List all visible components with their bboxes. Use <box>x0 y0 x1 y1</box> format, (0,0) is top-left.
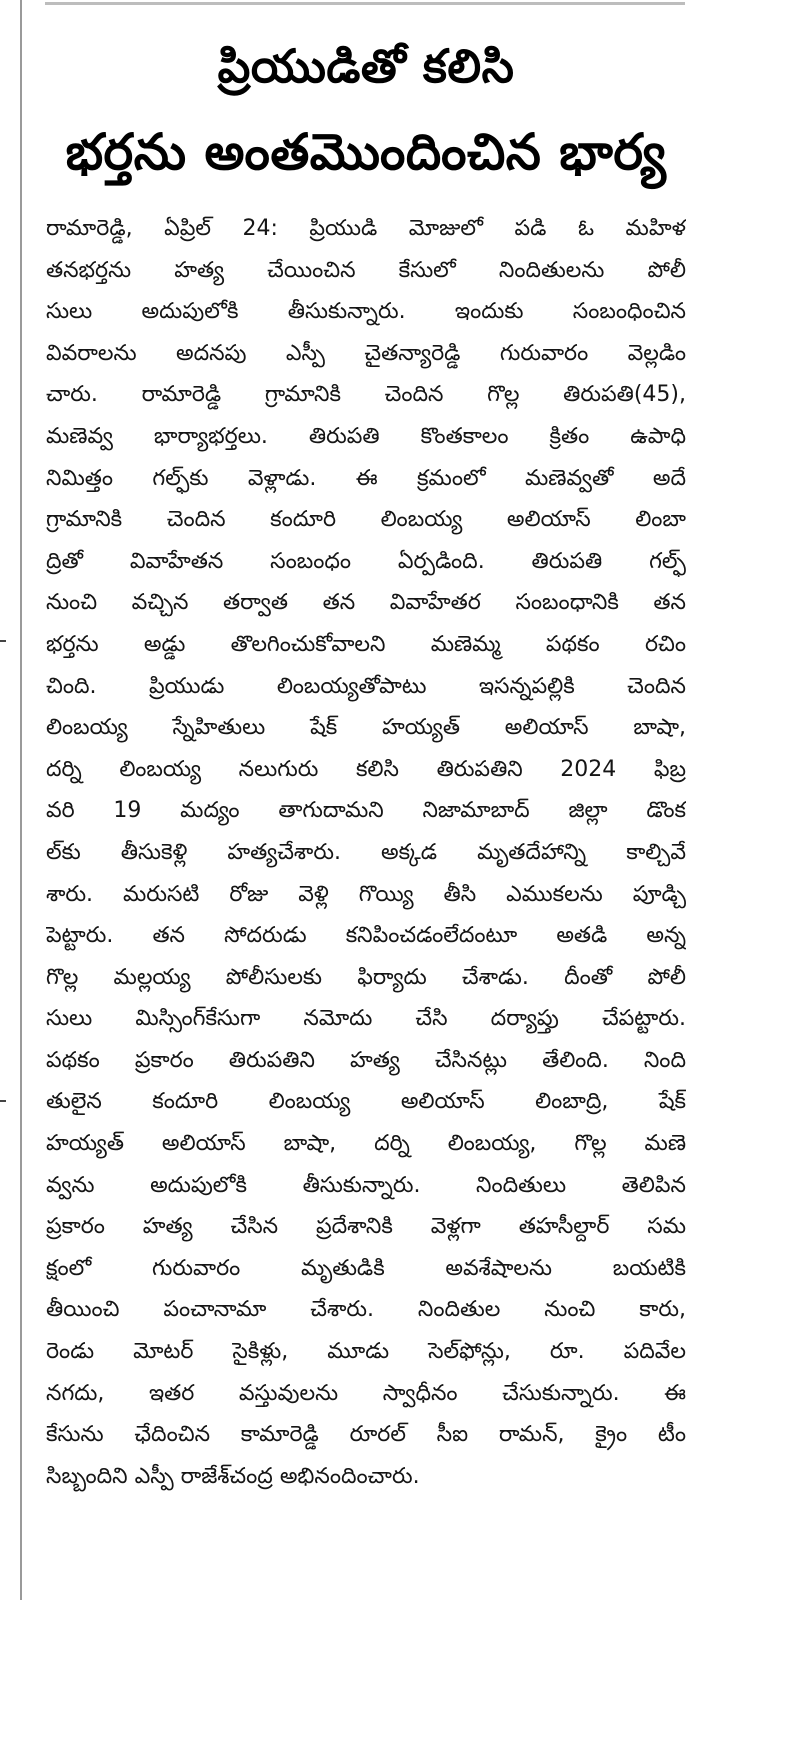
headline-line-2: భర్తను అంతమొందించిన భార్య <box>65 123 667 181</box>
headline <box>46 30 686 194</box>
article-body-line: సులు మిస్సింగ్‌కేసుగా నమోదు చేసి దర్యాప్తు చేపట్టారు. <box>46 1006 686 1032</box>
news-article <box>46 30 686 1497</box>
article-body-line: లింబయ్య స్నేహితులు షేక్ హయ్యత్ అలియాస్ బాషా, <box>46 715 686 741</box>
article-body-line: రామారెడ్డి, ఏప్రిల్ 24: ప్రియుడి మోజులో పడి ఓ మహిళ <box>46 216 686 241</box>
article-body-line: వివరాలను అదనపు ఎస్పీ చైతన్యారెడ్డి గురువారం వెల్లడిం <box>46 340 686 366</box>
article-body-line: నిమిత్తం గల్ఫ్‌కు వెళ్లాడు. ఈ క్రమంలో మణెవ్వతో అదే <box>46 465 686 491</box>
column-divider <box>20 0 22 1600</box>
article-body-line: హయ్యత్ అలియాస్ బాషా, దర్ని లింబయ్య, గొల్ల మణె <box>46 1131 686 1157</box>
article-body-line: చారు. రామారెడ్డి గ్రామానికి చెందిన గొల్ల తిరుపతి(45), <box>46 382 686 408</box>
article-body-line: చింది. ప్రియుడు లింబయ్యతోపాటు ఇసన్నపల్లికి చెందిన <box>46 673 686 699</box>
article-body-line: తనభర్తను హత్య చేయించిన కేసులో నిందితులను పోలీ <box>46 257 686 283</box>
article-body-line: సిబ్బందిని ఎస్పీ రాజేశ్‌చంద్ర అభినందించారు. <box>46 1463 420 1489</box>
article-body-line: గొల్ల మల్లయ్య పోలీసులకు ఫిర్యాదు చేశాడు. దీంతో పోలీ <box>46 964 686 990</box>
article-body-line: పథకం ప్రకారం తిరుపతిని హత్య చేసినట్లు తేలింది. నింది <box>46 1047 686 1073</box>
article-body-line: నుంచి వచ్చిన తర్వాత తన వివాహేతర సంబంధానికి తన <box>46 590 686 616</box>
article-body-line: వ్వను అదుపులోకి తీసుకున్నారు. నిందితులు తెలిపిన <box>46 1172 686 1198</box>
article-body-line: నగదు, ఇతర వస్తువులను స్వాధీనం చేసుకున్నారు. ఈ <box>46 1380 686 1406</box>
article-body-line: గ్రామానికి చెందిన కందూరి లింబయ్య అలియాస్ లింబా <box>46 507 686 533</box>
article-body-line: రెండు మోటర్ సైకిళ్లు, మూడు సెల్‌ఫోన్లు, రూ. పదివేల <box>46 1339 686 1365</box>
article-body-line: దర్ని లింబయ్య నలుగురు కలిసి తిరుపతిని 2024 ఫిబ్ర <box>46 756 686 782</box>
top-rule <box>45 2 685 5</box>
column-divider-tick <box>0 640 6 642</box>
headline-line-1: ప్రియుడితో కలిసి <box>217 39 515 93</box>
article-body-line: పెట్టారు. తన సోదరుడు కనిపించడంలేదంటూ అతడి అన్న <box>46 923 686 949</box>
article-body-line: భర్తను అడ్డు తొలగించుకోవాలని మణెమ్మ పథకం రచిం <box>46 631 686 657</box>
article-body-line: కేసును ఛేదించిన కామారెడ్డి రూరల్ సీఐ రామన్, క్రైం టీం <box>46 1422 686 1448</box>
article-body-line: మణెవ్వ భార్యాభర్తలు. తిరుపతి కొంతకాలం క్రితం ఉపాధి <box>46 423 686 449</box>
article-body-line: సులు అదుపులోకి తీసుకున్నారు. ఇందుకు సంబంధించిన <box>46 299 686 325</box>
article-body-line: క్షంలో గురువారం మృతుడికి అవశేషాలను బయటికి <box>46 1255 686 1281</box>
article-body-line: తులైన కందూరి లింబయ్య అలియాస్ లింబాద్రి, షేక్ <box>46 1089 686 1115</box>
article-body-line: వరి 19 మద్యం తాగుదామని నిజామాబాద్ జిల్లా డొంక <box>46 798 686 824</box>
article-body-line: తీయించి పంచానామా చేశారు. నిందితుల నుంచి కారు, <box>46 1297 686 1323</box>
article-body-line: ల్‌కు తీసుకెళ్లి హత్యచేశారు. అక్కడ మృతదేహాన్ని కాల్చివే <box>46 839 686 865</box>
article-body <box>46 208 686 1497</box>
article-body-line: ప్రకారం హత్య చేసిన ప్రదేశానికి వెళ్లగా తహసీల్దార్ సమ <box>46 1214 686 1240</box>
article-body-line: శారు. మరుసటి రోజు వెళ్లి గొయ్యి తీసి ఎముకలను పూడ్చి <box>46 881 686 907</box>
article-body-line: ద్రితో వివాహేతన సంబంధం ఏర్పడింది. తిరుపతి గల్ఫ్ <box>46 548 686 574</box>
column-divider-tick <box>0 1100 6 1102</box>
